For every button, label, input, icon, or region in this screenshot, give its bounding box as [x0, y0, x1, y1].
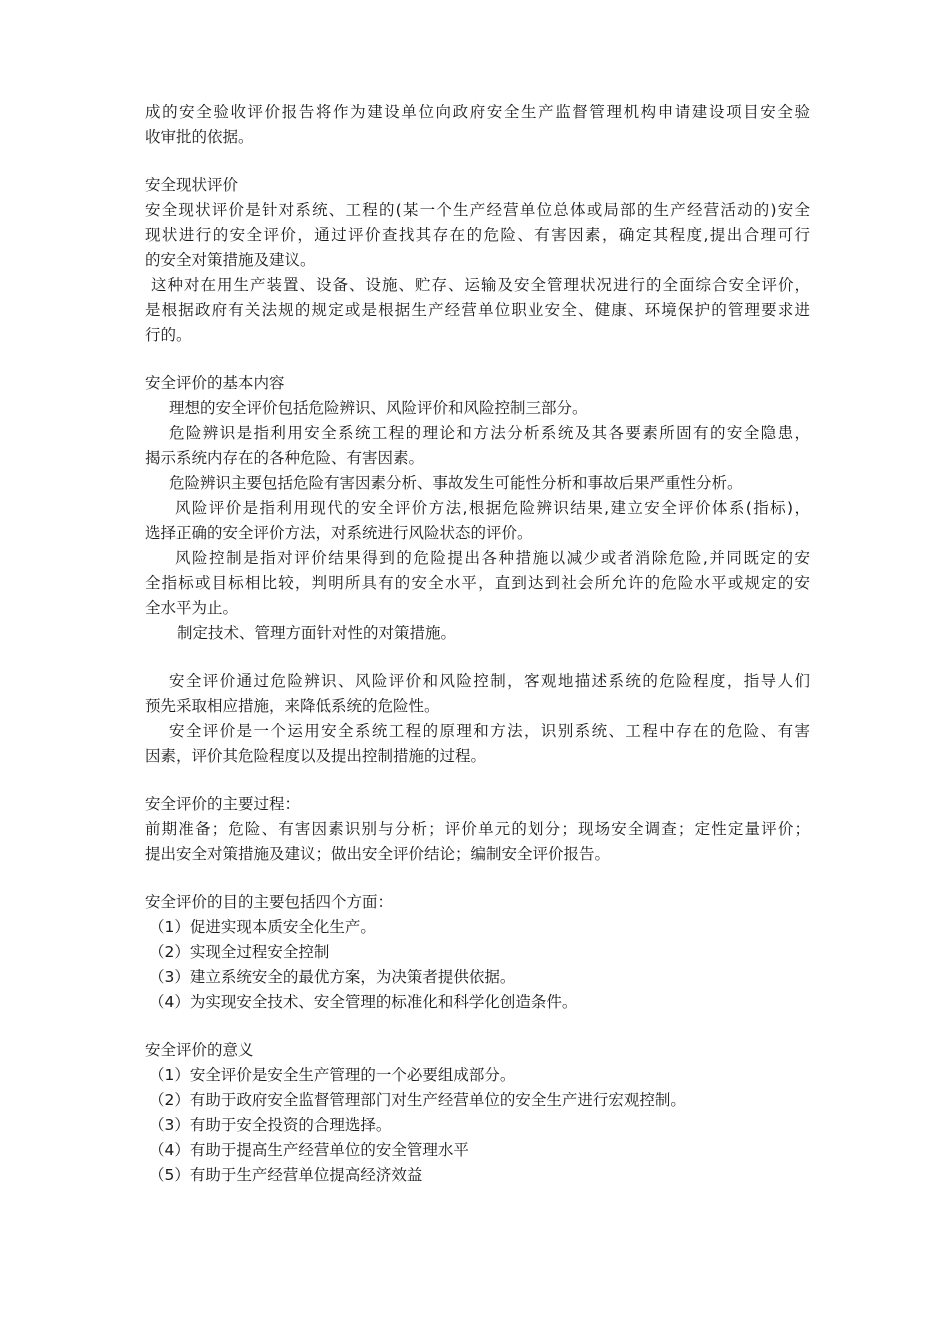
spacer — [145, 867, 810, 890]
text-line: 选择正确的安全评价方法，对系统进行风险状态的评价。 — [145, 524, 533, 542]
list-item: （3）有助于安全投资的合理选择。 — [149, 1116, 392, 1134]
list-item: （4）为实现安全技术、安全管理的标准化和科学化创造条件。 — [149, 993, 578, 1011]
spacer — [145, 150, 810, 173]
text-line: 危险辨识主要包括危险有害因素分析、事故发生可能性分析和事故后果严重性分析。 — [169, 474, 743, 492]
text-line: 风险评价是指利用现代的安全评价方法,根据危险辨识结果,建立安全评价体系(指标)， — [175, 499, 810, 517]
intro-paragraph — [145, 100, 810, 150]
list-item: （1）安全评价是安全生产管理的一个必要组成部分。 — [149, 1066, 516, 1084]
list-item: （2）有助于政府安全监督管理部门对生产经营单位的安全生产进行宏观控制。 — [149, 1091, 686, 1109]
basic-content-section — [145, 371, 810, 769]
list-item: （5）有助于生产经营单位提高经济效益 — [149, 1166, 423, 1184]
text-line: 制定技术、管理方面针对性的对策措施。 — [177, 624, 457, 642]
document-body — [145, 100, 810, 1188]
process-section — [145, 792, 810, 867]
text-line: 前期准备；危险、有害因素识别与分析；评价单元的划分；现场安全调查；定性定量评价； — [145, 820, 810, 838]
text-line: 全指标或目标相比较，判明所具有的安全水平，直到达到社会所允许的危险水平或规定的安 — [145, 574, 810, 592]
section-heading: 安全评价的主要过程： — [145, 795, 301, 813]
list-item: （3）建立系统安全的最优方案，为决策者提供依据。 — [149, 968, 516, 986]
purpose-section — [145, 890, 810, 1015]
text-line: 风险控制是指对评价结果得到的危险提出各种措施以减少或者消除危险,并同既定的安 — [175, 549, 810, 567]
text-line: 危险辨识是指利用安全系统工程的理论和方法分析系统及其各要素所固有的安全隐患， — [169, 424, 810, 442]
text-line: 这种对在用生产装置、设备、设施、贮存、运输及安全管理状况进行的全面综合安全评价， — [151, 276, 810, 294]
text-line: 提出安全对策措施及建议；做出安全评价结论；编制安全评价报告。 — [145, 845, 611, 863]
spacer — [145, 769, 810, 792]
text-line: 揭示系统内存在的各种危险、有害因素。 — [145, 449, 425, 467]
significance-section — [145, 1038, 810, 1188]
text-line: 全水平为止。 — [145, 599, 239, 617]
spacer — [145, 646, 810, 669]
section-heading: 安全评价的目的主要包括四个方面： — [145, 893, 394, 911]
status-eval-section — [145, 173, 810, 348]
text-line: 安全评价是一个运用安全系统工程的原理和方法，识别系统、工程中存在的危险、有害 — [169, 722, 810, 740]
text-line: 行的。 — [145, 326, 192, 344]
text-line: 预先采取相应措施，来降低系统的危险性。 — [145, 697, 440, 715]
list-item: （4）有助于提高生产经营单位的安全管理水平 — [149, 1141, 469, 1159]
list-item: （1）促进实现本质安全化生产。 — [149, 918, 376, 936]
spacer — [145, 348, 810, 371]
text-line: 现状进行的安全评价，通过评价查找其存在的危险、有害因素，确定其程度,提出合理可行 — [145, 226, 810, 244]
text-line: 因素，评价其危险程度以及提出控制措施的过程。 — [145, 747, 487, 765]
section-heading: 安全评价的基本内容 — [145, 374, 285, 392]
text-line: 成的安全验收评价报告将作为建设单位向政府安全生产监督管理机构申请建设项目安全验 — [145, 103, 810, 121]
text-line: 的安全对策措施及建议。 — [145, 251, 316, 269]
section-heading: 安全现状评价 — [145, 176, 239, 194]
text-line: 收审批的依据。 — [145, 128, 254, 146]
text-line: 理想的安全评价包括危险辨识、风险评价和风险控制三部分。 — [169, 399, 588, 417]
section-heading: 安全评价的意义 — [145, 1041, 254, 1059]
text-line: 安全现状评价是针对系统、工程的(某一个生产经营单位总体或局部的生产经营活动的)安全 — [145, 201, 810, 219]
list-item: （2）实现全过程安全控制 — [149, 943, 330, 961]
text-line: 安全评价通过危险辨识、风险评价和风险控制，客观地描述系统的危险程度，指导人们 — [169, 672, 810, 690]
text-line: 是根据政府有关法规的规定或是根据生产经营单位职业安全、健康、环境保护的管理要求进 — [145, 301, 810, 319]
spacer — [145, 1015, 810, 1038]
